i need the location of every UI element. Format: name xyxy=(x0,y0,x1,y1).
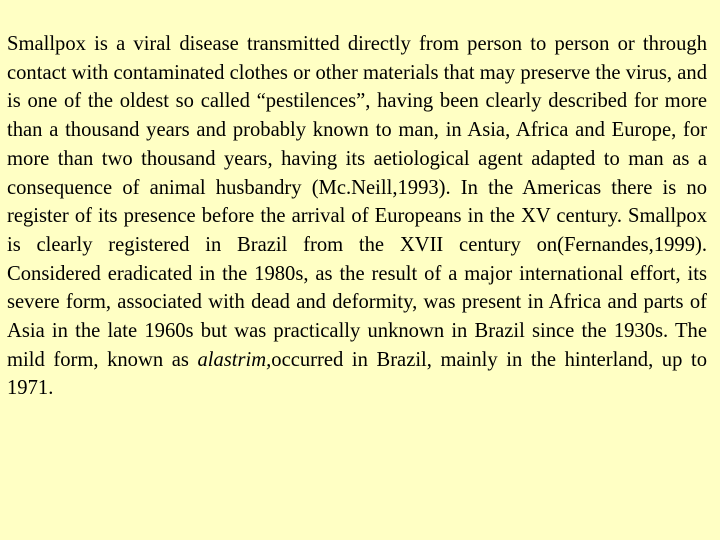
italic-term-alastrim: alastrim, xyxy=(197,348,272,371)
body-paragraph xyxy=(7,30,707,403)
paragraph-text-end: occurred in Brazil, mainly in the hinterland, up to 1971. xyxy=(7,348,707,400)
paragraph-text-main: Smallpox is a viral disease transmitted directly from person to person or through contact with contaminated clothes or other materials that may preserve the virus, and is one of the oldest so called “pestilences”, having been clearly described for more than a thousand years and probably known to man, in Asia, Africa and Europe, for more than two thousand years, having its aetiological agent adapted to man as a consequence of animal husbandry (Mc.Neill,1993). In the Americas there is no register of its presence before the arrival of Europeans in the XV century. Smallpox is clearly registered in Brazil from the XVII century on(Fernandes,1999). Considered eradicated in the 1980s, as the result of a major international effort, its severe form, associated with dead and deformity, was present in Africa and parts of Asia in the late 1960s but was practically unknown in Brazil since the 1930s. The mild form, known as xyxy=(7,33,707,371)
